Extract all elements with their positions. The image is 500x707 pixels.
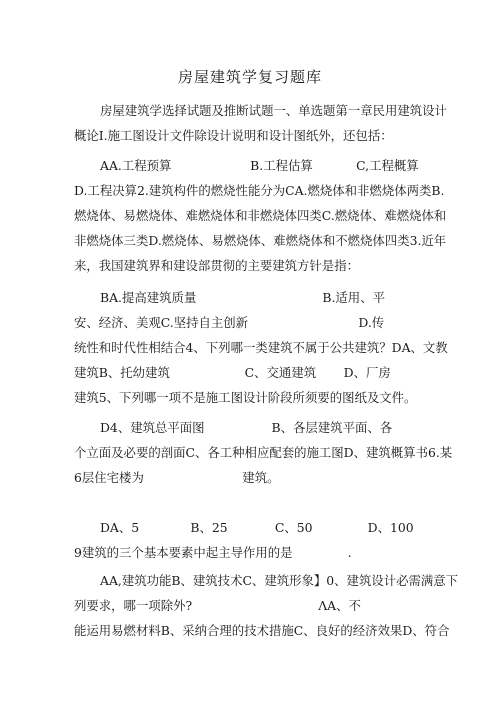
- text-line-7: 来，我国建筑界和建设部贯彻的主要建筑方针是指：: [74, 258, 359, 273]
- text-line-20: 能运用易燃材料B、采纳合理的技术措施C、良好的经济效果D、符合: [74, 623, 450, 638]
- text-line-12: 建筑5、下列哪一项不是施工图设计阶段所须要的图纸及文件。: [74, 390, 417, 405]
- text-line-16: DA、5 B、25 C、50 D、100: [100, 520, 414, 535]
- text-line-4: D.工程决算2.建筑构件的燃烧性能分为CA.燃烧体和非燃烧体两类B.: [74, 183, 445, 198]
- text-line-19: 列要求，哪一项除外? ΛA、不: [74, 598, 361, 613]
- document-title: 房屋建筑学复习题库: [177, 68, 322, 86]
- text-line-1: 房屋建筑学选择试题及推断试题一、单选题第一章民用建筑设计: [100, 103, 447, 118]
- text-line-6: 非燃烧体三类D.燃烧体、易燃烧体、难燃烧体和不燃烧体四类3.近年: [74, 233, 447, 248]
- text-line-9: 安、经济、美观C.坚持自主创新 D.传: [74, 315, 385, 330]
- text-line-5: 燃烧体、易燃烧体、难燃烧体和非燃烧体四类C.燃烧体、难燃烧体和: [74, 208, 447, 223]
- text-line-18: AA,建筑功能B、建筑技术C、建筑形象】0、建筑设计必需满意下: [100, 573, 459, 588]
- text-line-3: AA.工程预算 B.工程估算 C,工程概算: [100, 158, 419, 173]
- text-line-17: 9建筑的三个基本要素中起主导作用的是 .: [74, 545, 352, 560]
- text-line-2: 概论I.施工图设计文件除设计说明和设计图纸外，还包括：: [74, 128, 393, 143]
- text-line-13: D4、建筑总平面图 B、各层建筑平面、各: [100, 420, 393, 435]
- text-line-8: BA.提高建筑质量 B.适用、平: [100, 290, 385, 305]
- text-line-14: 个立面及必要的剖面C、各工种相应配套的施工图D、建筑概算书6.某: [74, 445, 453, 460]
- text-line-15: 6层住宅楼为 建筑。: [74, 470, 280, 485]
- text-line-11: 建筑B、托幼建筑 C、交通建筑 D、厂房: [74, 365, 391, 380]
- text-line-10: 统性和时代性相结合4、下列哪一类建筑不属于公共建筑？DA、文教: [74, 340, 448, 355]
